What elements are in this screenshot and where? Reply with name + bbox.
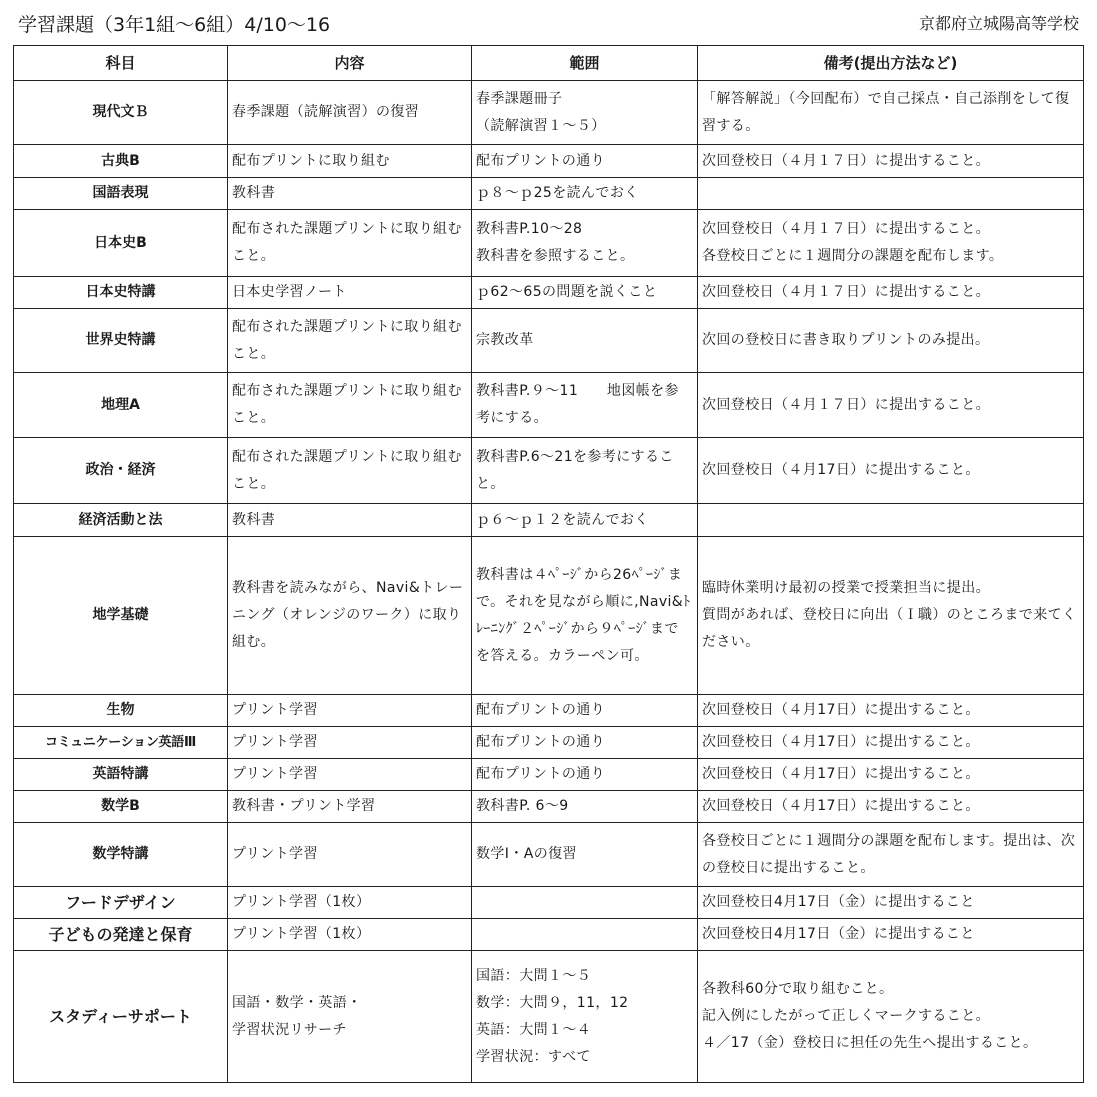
column-header-range: 範囲 <box>472 46 698 81</box>
table-row <box>14 210 1084 277</box>
assignment-table <box>13 45 1084 1083</box>
subject-cell: 子どもの発達と保育 <box>14 919 228 951</box>
table-row <box>14 727 1084 759</box>
range-cell: 教科書P.10～28 教科書を参照すること。 <box>472 210 698 277</box>
range-cell: ｐ６～ｐ１２を読んでおく <box>472 504 698 537</box>
table-row <box>14 373 1084 438</box>
subject-cell: スタディーサポート <box>14 951 228 1083</box>
subject-cell: 生物 <box>14 695 228 727</box>
range-cell: 宗教改革 <box>472 309 698 373</box>
content-cell: 国語・数学・英語・ 学習状況リサーチ <box>228 951 472 1083</box>
range-cell: 春季課題冊子 （読解演習１～５） <box>472 81 698 145</box>
content-cell: 日本史学習ノート <box>228 277 472 309</box>
content-cell: 教科書を読みながら、Navi&トレーニング（オレンジのワーク）に取り組む。 <box>228 537 472 695</box>
table-row <box>14 695 1084 727</box>
content-cell: 教科書 <box>228 504 472 537</box>
subject-cell: 数学B <box>14 791 228 823</box>
table-row <box>14 438 1084 504</box>
notes-cell: 次回登校日（４月17日）に提出すること。 <box>698 759 1084 791</box>
content-cell: プリント学習（1枚） <box>228 887 472 919</box>
notes-cell: 臨時休業明け最初の授業で授業担当に提出。 質問があれば、登校日に向出（Ｉ職）のところまで来てください。 <box>698 537 1084 695</box>
table-header-row <box>14 46 1084 81</box>
subject-cell: 地学基礎 <box>14 537 228 695</box>
range-cell: 教科書は４ﾍﾟｰｼﾞから26ﾍﾟｰｼﾞまで。それを見ながら順に,Navi&ﾄﾚｰﾆﾝｸﾞ２ﾍﾟｰｼﾞから９ﾍﾟｰｼﾞまでを答える。カラーペン可。 <box>472 537 698 695</box>
subject-cell: 政治・経済 <box>14 438 228 504</box>
content-cell: プリント学習 <box>228 695 472 727</box>
range-cell: 数学Ⅰ・Aの復習 <box>472 823 698 887</box>
range-cell: 配布プリントの通り <box>472 759 698 791</box>
page-title: 学習課題（3年1組～6組）4/10～16 <box>18 14 331 36</box>
notes-cell: 次回登校日（４月17日）に提出すること。 <box>698 438 1084 504</box>
content-cell: 教科書 <box>228 178 472 210</box>
subject-cell: 古典B <box>14 145 228 178</box>
table-row <box>14 537 1084 695</box>
notes-cell: 次回登校日（４月17日）に提出すること。 <box>698 791 1084 823</box>
content-cell: 配布プリントに取り組む <box>228 145 472 178</box>
notes-cell: 各教科60分で取り組むこと。 記入例にしたがって正しくマークすること。 ４／17（金）登校日に担任の先生へ提出すること。 <box>698 951 1084 1083</box>
notes-cell: 次回登校日（４月１７日）に提出すること。 各登校日ごとに１週間分の課題を配布します。 <box>698 210 1084 277</box>
content-cell: プリント学習 <box>228 823 472 887</box>
subject-cell: 英語特講 <box>14 759 228 791</box>
subject-cell: フードデザイン <box>14 887 228 919</box>
content-cell: 春季課題（読解演習）の復習 <box>228 81 472 145</box>
range-cell: 配布プリントの通り <box>472 145 698 178</box>
table-row <box>14 919 1084 951</box>
column-header-content: 内容 <box>228 46 472 81</box>
table-row <box>14 145 1084 178</box>
notes-cell: 次回の登校日に書き取りプリントのみ提出。 <box>698 309 1084 373</box>
table-row <box>14 178 1084 210</box>
table-row <box>14 823 1084 887</box>
table-row <box>14 791 1084 823</box>
content-cell: プリント学習 <box>228 727 472 759</box>
notes-cell: 次回登校日4月17日（金）に提出すること <box>698 887 1084 919</box>
column-header-notes: 備考(提出方法など) <box>698 46 1084 81</box>
content-cell: プリント学習（1枚） <box>228 919 472 951</box>
range-cell: 国語：大問１～５ 数学：大問９，11，12 英語：大問１～４ 学習状況：すべて <box>472 951 698 1083</box>
range-cell: 教科書P.6～21を参考にすること。 <box>472 438 698 504</box>
table-row <box>14 81 1084 145</box>
range-cell: 教科書P.９～11 地図帳を参考にする。 <box>472 373 698 438</box>
subject-cell: 世界史特講 <box>14 309 228 373</box>
notes-cell: 各登校日ごとに１週間分の課題を配布します。提出は、次の登校日に提出すること。 <box>698 823 1084 887</box>
notes-cell <box>698 504 1084 537</box>
range-cell: 配布プリントの通り <box>472 727 698 759</box>
column-header-subject: 科目 <box>14 46 228 81</box>
content-cell: 配布された課題プリントに取り組むこと。 <box>228 373 472 438</box>
content-cell: 教科書・プリント学習 <box>228 791 472 823</box>
subject-cell: コミュニケーション英語Ⅲ <box>14 727 228 759</box>
table-row <box>14 504 1084 537</box>
table-row <box>14 951 1084 1083</box>
notes-cell: 次回登校日（４月17日）に提出すること。 <box>698 727 1084 759</box>
notes-cell: 次回登校日（４月１７日）に提出すること。 <box>698 145 1084 178</box>
subject-cell: 現代文Ｂ <box>14 81 228 145</box>
notes-cell: 次回登校日（４月１７日）に提出すること。 <box>698 277 1084 309</box>
table-row <box>14 277 1084 309</box>
subject-cell: 日本史B <box>14 210 228 277</box>
range-cell: ｐ８～ｐ25を読んでおく <box>472 178 698 210</box>
content-cell: 配布された課題プリントに取り組むこと。 <box>228 210 472 277</box>
range-cell <box>472 887 698 919</box>
notes-cell: 次回登校日4月17日（金）に提出すること <box>698 919 1084 951</box>
table-row <box>14 887 1084 919</box>
content-cell: プリント学習 <box>228 759 472 791</box>
school-name: 京都府立城陽高等学校 <box>918 14 1079 33</box>
subject-cell: 国語表現 <box>14 178 228 210</box>
subject-cell: 地理A <box>14 373 228 438</box>
subject-cell: 数学特講 <box>14 823 228 887</box>
content-cell: 配布された課題プリントに取り組むこと。 <box>228 309 472 373</box>
range-cell: ｐ62～65の問題を説くこと <box>472 277 698 309</box>
range-cell: 教科書P. 6～9 <box>472 791 698 823</box>
content-cell: 配布された課題プリントに取り組むこと。 <box>228 438 472 504</box>
subject-cell: 経済活動と法 <box>14 504 228 537</box>
notes-cell: 次回登校日（４月17日）に提出すること。 <box>698 695 1084 727</box>
subject-cell: 日本史特講 <box>14 277 228 309</box>
range-cell <box>472 919 698 951</box>
notes-cell <box>698 178 1084 210</box>
notes-cell: 次回登校日（４月１７日）に提出すること。 <box>698 373 1084 438</box>
table-row <box>14 309 1084 373</box>
table-row <box>14 759 1084 791</box>
notes-cell: 「解答解説」（今回配布）で自己採点・自己添削をして復習する。 <box>698 81 1084 145</box>
range-cell: 配布プリントの通り <box>472 695 698 727</box>
